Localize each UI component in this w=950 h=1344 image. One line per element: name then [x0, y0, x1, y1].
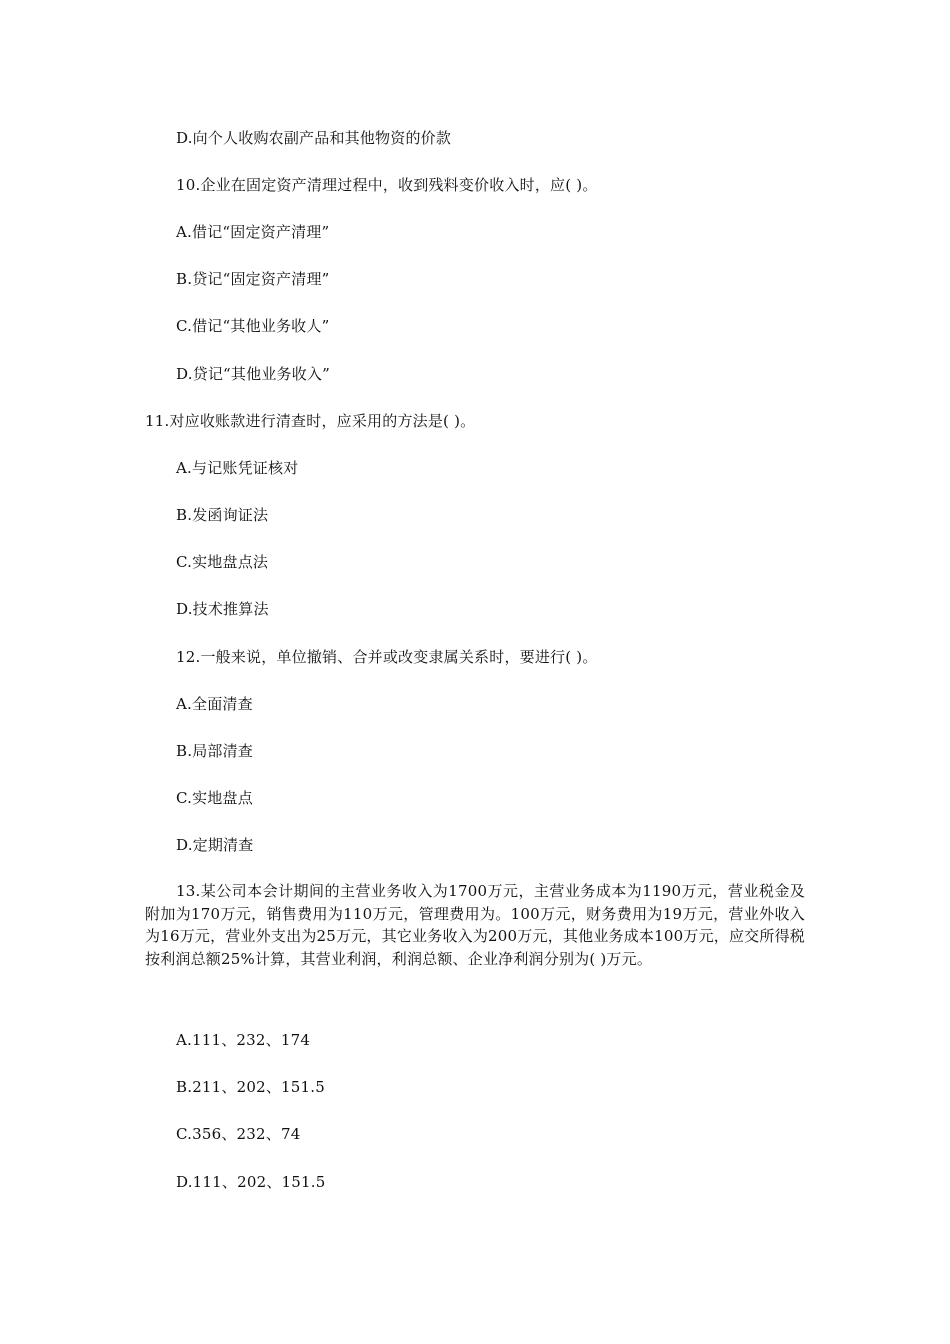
q13-option-c: C.356、232、74	[176, 1125, 301, 1143]
q11-option-b: B.发函询证法	[176, 506, 269, 524]
q12-option-c: C.实地盘点	[176, 789, 253, 807]
q9-option-d: D.向个人收购农副产品和其他物资的价款	[176, 129, 452, 147]
q13-option-b: B.211、202、151.5	[176, 1078, 325, 1096]
q13-option-a: A.111、232、174	[176, 1031, 311, 1049]
q10-option-a: A.借记“固定资产清理”	[176, 223, 330, 241]
q13-question: 13.某公司本会计期间的主营业务收入为1700万元，主营业务成本为1190万元，营业税金及附加为170万元，销售费用为110万元，管理费用为。100万元，财务费用为19万元，营业外收入为16万元，营业外支出为25万元，其它业务收入为200万元，其他业务成本100万元，应交所得税按利润总额25%计算，其营业利润，利润总额、企业净利润分别为( )万元。	[145, 882, 805, 968]
q13-option-d: D.111、202、151.5	[176, 1173, 326, 1191]
q12-question: 12.一般来说，单位撤销、合并或改变隶属关系时，要进行( )。	[176, 648, 598, 666]
q12-option-a: A.全面清查	[176, 695, 253, 713]
q10-option-d: D.贷记“其他业务收入”	[176, 365, 330, 383]
q11-option-a: A.与记账凭证核对	[176, 459, 299, 477]
q10-option-b: B.贷记“固定资产清理”	[176, 270, 330, 288]
q11-question: 11.对应收账款进行清查时，应采用的方法是( )。	[145, 412, 476, 430]
q11-option-d: D.技术推算法	[176, 600, 269, 618]
q12-option-b: B.局部清查	[176, 742, 253, 760]
q11-option-c: C.实地盘点法	[176, 553, 269, 571]
q10-question: 10.企业在固定资产清理过程中，收到残料变价收入时，应( )。	[176, 176, 598, 194]
q12-option-d: D.定期清查	[176, 836, 254, 854]
q10-option-c: C.借记“其他业务收人”	[176, 317, 330, 335]
